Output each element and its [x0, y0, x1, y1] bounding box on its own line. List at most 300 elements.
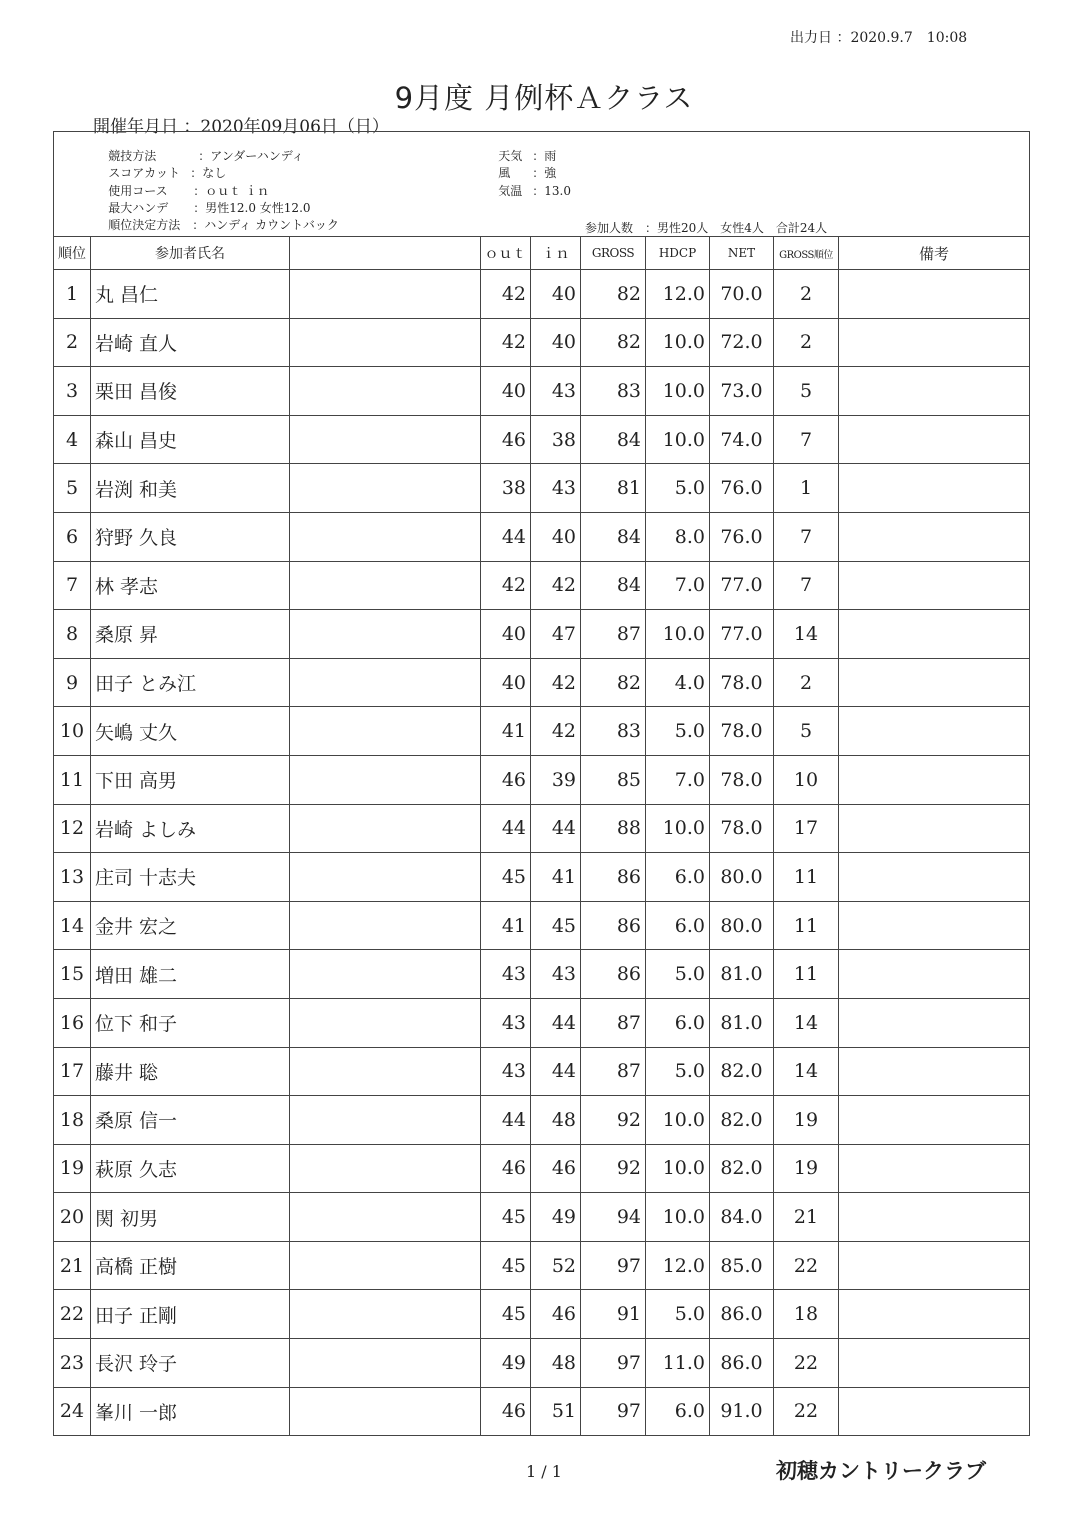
net-cell: 78.0 — [710, 755, 774, 804]
net-cell: 77.0 — [710, 610, 774, 659]
header-gross-rank: GROSS順位 — [774, 237, 839, 270]
header-name: 参加者氏名 — [91, 237, 290, 270]
remarks-cell — [839, 561, 1030, 610]
gross-cell: 84 — [581, 512, 646, 561]
gross-rank-cell: 11 — [774, 853, 839, 902]
header-blank — [290, 237, 481, 270]
name-cell: 庄司 十志夫 — [91, 853, 290, 902]
hdcp-cell: 10.0 — [646, 610, 710, 659]
in-score-cell: 46 — [531, 1290, 581, 1339]
gross-rank-cell: 22 — [774, 1387, 839, 1436]
hdcp-cell: 10.0 — [646, 1096, 710, 1145]
event-date: 開催年月日 ：2020年09月06日（日） — [93, 117, 389, 137]
max-handicap-label: 最大ハンデ — [108, 201, 169, 215]
name-cell: 高橋 正樹 — [91, 1241, 290, 1290]
table-row — [54, 1387, 1030, 1436]
table-header-row — [54, 237, 1030, 270]
gross-cell: 87 — [581, 1047, 646, 1096]
net-cell: 73.0 — [710, 367, 774, 416]
out-score-cell: 43 — [481, 1047, 531, 1096]
gross-rank-cell: 7 — [774, 512, 839, 561]
in-score-cell: 42 — [531, 707, 581, 756]
name-cell: 狩野 久良 — [91, 512, 290, 561]
score-cut-value: ：なし — [190, 166, 227, 180]
out-score-cell: 40 — [481, 658, 531, 707]
name-cell: 矢嶋 丈久 — [91, 707, 290, 756]
rank-cell: 19 — [54, 1144, 91, 1193]
blank-cell — [290, 512, 481, 561]
ranking-method-label: 順位決定方法 — [108, 218, 181, 232]
remarks-cell — [839, 464, 1030, 513]
blank-cell — [290, 1241, 481, 1290]
net-cell: 77.0 — [710, 561, 774, 610]
header-remarks: 備考 — [839, 237, 1030, 270]
gross-rank-cell: 2 — [774, 658, 839, 707]
hdcp-cell: 6.0 — [646, 998, 710, 1047]
in-score-cell: 41 — [531, 853, 581, 902]
hdcp-cell: 5.0 — [646, 1047, 710, 1096]
out-score-cell: 40 — [481, 610, 531, 659]
header-in: ｉｎ — [531, 237, 581, 270]
hdcp-cell: 6.0 — [646, 853, 710, 902]
gross-cell: 82 — [581, 270, 646, 319]
in-score-cell: 42 — [531, 561, 581, 610]
remarks-cell — [839, 610, 1030, 659]
gross-rank-cell: 19 — [774, 1096, 839, 1145]
gross-rank-cell: 7 — [774, 415, 839, 464]
name-cell: 栗田 昌俊 — [91, 367, 290, 416]
blank-cell — [290, 367, 481, 416]
net-cell: 86.0 — [710, 1290, 774, 1339]
net-cell: 82.0 — [710, 1047, 774, 1096]
in-score-cell: 43 — [531, 950, 581, 999]
out-score-cell: 46 — [481, 415, 531, 464]
gross-rank-cell: 14 — [774, 1047, 839, 1096]
blank-cell — [290, 901, 481, 950]
net-cell: 72.0 — [710, 318, 774, 367]
out-score-cell: 41 — [481, 901, 531, 950]
table-row — [54, 270, 1030, 319]
net-cell: 70.0 — [710, 270, 774, 319]
rank-cell: 14 — [54, 901, 91, 950]
table-row — [54, 610, 1030, 659]
name-cell: 岩崎 直人 — [91, 318, 290, 367]
remarks-cell — [839, 755, 1030, 804]
hdcp-cell: 5.0 — [646, 707, 710, 756]
gross-rank-cell: 7 — [774, 561, 839, 610]
rank-cell: 13 — [54, 853, 91, 902]
out-score-cell: 46 — [481, 755, 531, 804]
table-row — [54, 367, 1030, 416]
in-score-cell: 48 — [531, 1339, 581, 1388]
blank-cell — [290, 1290, 481, 1339]
remarks-cell — [839, 998, 1030, 1047]
rank-cell: 18 — [54, 1096, 91, 1145]
rank-cell: 6 — [54, 512, 91, 561]
table-row — [54, 1290, 1030, 1339]
blank-cell — [290, 1047, 481, 1096]
in-score-cell: 51 — [531, 1387, 581, 1436]
rank-cell: 1 — [54, 270, 91, 319]
participants-count: 参加人数 ：男性20人 女性4人 合計24人 — [585, 221, 828, 235]
out-score-cell: 43 — [481, 998, 531, 1047]
gross-cell: 81 — [581, 464, 646, 513]
course-used-label: 使用コース — [108, 184, 168, 198]
gross-rank-cell: 22 — [774, 1241, 839, 1290]
table-row — [54, 804, 1030, 853]
in-score-cell: 43 — [531, 367, 581, 416]
name-cell: 増田 雄二 — [91, 950, 290, 999]
hdcp-cell: 6.0 — [646, 901, 710, 950]
hdcp-cell: 12.0 — [646, 1241, 710, 1290]
gross-cell: 86 — [581, 853, 646, 902]
name-cell: 丸 昌仁 — [91, 270, 290, 319]
gross-cell: 85 — [581, 755, 646, 804]
name-cell: 桑原 信一 — [91, 1096, 290, 1145]
remarks-cell — [839, 707, 1030, 756]
name-cell: 田子 正剛 — [91, 1290, 290, 1339]
in-score-cell: 46 — [531, 1144, 581, 1193]
in-score-cell: 39 — [531, 755, 581, 804]
net-cell: 80.0 — [710, 853, 774, 902]
rank-cell: 23 — [54, 1339, 91, 1388]
net-cell: 82.0 — [710, 1144, 774, 1193]
out-score-cell: 42 — [481, 561, 531, 610]
gross-rank-cell: 17 — [774, 804, 839, 853]
net-cell: 81.0 — [710, 950, 774, 999]
rank-cell: 22 — [54, 1290, 91, 1339]
table-row — [54, 1096, 1030, 1145]
name-cell: 長沢 玲子 — [91, 1339, 290, 1388]
header-rank: 順位 — [54, 237, 91, 270]
hdcp-cell: 8.0 — [646, 512, 710, 561]
rank-cell: 16 — [54, 998, 91, 1047]
remarks-cell — [839, 658, 1030, 707]
gross-cell: 86 — [581, 901, 646, 950]
blank-cell — [290, 318, 481, 367]
rank-cell: 20 — [54, 1193, 91, 1242]
hdcp-cell: 6.0 — [646, 1387, 710, 1436]
hdcp-cell: 10.0 — [646, 318, 710, 367]
temperature — [483, 170, 571, 212]
out-score-cell: 45 — [481, 1241, 531, 1290]
remarks-cell — [839, 1387, 1030, 1436]
in-score-cell: 40 — [531, 270, 581, 319]
blank-cell — [290, 707, 481, 756]
gross-cell: 82 — [581, 658, 646, 707]
gross-rank-cell: 2 — [774, 318, 839, 367]
gross-cell: 87 — [581, 610, 646, 659]
gross-rank-cell: 5 — [774, 707, 839, 756]
blank-cell — [290, 853, 481, 902]
table-row — [54, 658, 1030, 707]
gross-cell: 92 — [581, 1144, 646, 1193]
name-cell: 峯川 一郎 — [91, 1387, 290, 1436]
gross-cell: 91 — [581, 1290, 646, 1339]
rank-cell: 21 — [54, 1241, 91, 1290]
hdcp-cell: 7.0 — [646, 755, 710, 804]
remarks-cell — [839, 1047, 1030, 1096]
gross-cell: 92 — [581, 1096, 646, 1145]
net-cell: 78.0 — [710, 804, 774, 853]
blank-cell — [290, 1387, 481, 1436]
net-cell: 76.0 — [710, 512, 774, 561]
out-score-cell: 44 — [481, 512, 531, 561]
net-cell: 76.0 — [710, 464, 774, 513]
blank-cell — [290, 1193, 481, 1242]
in-score-cell: 40 — [531, 318, 581, 367]
rank-cell: 5 — [54, 464, 91, 513]
remarks-cell — [839, 1339, 1030, 1388]
hdcp-cell: 5.0 — [646, 464, 710, 513]
out-score-cell: 46 — [481, 1387, 531, 1436]
blank-cell — [290, 755, 481, 804]
name-cell: 岩崎 よしみ — [91, 804, 290, 853]
in-score-cell: 48 — [531, 1096, 581, 1145]
in-score-cell: 42 — [531, 658, 581, 707]
gross-rank-cell: 10 — [774, 755, 839, 804]
hdcp-cell: 10.0 — [646, 1193, 710, 1242]
blank-cell — [290, 464, 481, 513]
table-row — [54, 1339, 1030, 1388]
gross-cell: 82 — [581, 318, 646, 367]
blank-cell — [290, 998, 481, 1047]
gross-rank-cell: 11 — [774, 901, 839, 950]
table-row — [54, 1047, 1030, 1096]
in-score-cell: 44 — [531, 998, 581, 1047]
max-handicap-value: ：男性12.0 女性12.0 — [193, 201, 311, 215]
in-score-cell: 44 — [531, 804, 581, 853]
rank-cell: 17 — [54, 1047, 91, 1096]
out-score-cell: 49 — [481, 1339, 531, 1388]
rank-cell: 3 — [54, 367, 91, 416]
remarks-cell — [839, 1290, 1030, 1339]
table-row — [54, 950, 1030, 999]
rank-cell: 15 — [54, 950, 91, 999]
page-number: 1 / 1 — [526, 1462, 562, 1481]
competition-method-label: 競技方法 — [108, 149, 157, 163]
hdcp-cell: 11.0 — [646, 1339, 710, 1388]
club-name: 初穂カントリークラブ — [776, 1459, 986, 1483]
rank-cell: 24 — [54, 1387, 91, 1436]
gross-cell: 94 — [581, 1193, 646, 1242]
gross-rank-cell: 14 — [774, 610, 839, 659]
blank-cell — [290, 658, 481, 707]
net-cell: 74.0 — [710, 415, 774, 464]
header-net: NET — [710, 237, 774, 270]
blank-cell — [290, 1096, 481, 1145]
out-score-cell: 40 — [481, 367, 531, 416]
gross-cell: 86 — [581, 950, 646, 999]
ranking-method-value: ：ハンディ カウントバック — [192, 218, 339, 232]
rank-cell: 10 — [54, 707, 91, 756]
header-gross: GROSS — [581, 237, 646, 270]
competition-info-box — [53, 131, 1030, 237]
name-cell: 田子 とみ江 — [91, 658, 290, 707]
temperature-label: 気温 — [498, 184, 523, 198]
blank-cell — [290, 270, 481, 319]
gross-cell: 83 — [581, 707, 646, 756]
gross-rank-cell: 21 — [774, 1193, 839, 1242]
blank-cell — [290, 1339, 481, 1388]
table-row — [54, 755, 1030, 804]
net-cell: 78.0 — [710, 658, 774, 707]
name-cell: 金井 宏之 — [91, 901, 290, 950]
name-cell: 関 初男 — [91, 1193, 290, 1242]
gross-cell: 83 — [581, 367, 646, 416]
out-score-cell: 42 — [481, 270, 531, 319]
remarks-cell — [839, 1144, 1030, 1193]
in-score-cell: 38 — [531, 415, 581, 464]
remarks-cell — [839, 901, 1030, 950]
blank-cell — [290, 950, 481, 999]
in-score-cell: 44 — [531, 1047, 581, 1096]
remarks-cell — [839, 318, 1030, 367]
out-score-cell: 45 — [481, 1193, 531, 1242]
net-cell: 81.0 — [710, 998, 774, 1047]
table-row — [54, 1193, 1030, 1242]
gross-cell: 84 — [581, 415, 646, 464]
table-row — [54, 1241, 1030, 1290]
table-row — [54, 415, 1030, 464]
header-out: ｏｕｔ — [481, 237, 531, 270]
in-score-cell: 52 — [531, 1241, 581, 1290]
temperature-value: ：13.0 — [532, 184, 571, 198]
remarks-cell — [839, 1096, 1030, 1145]
out-score-cell: 46 — [481, 1144, 531, 1193]
net-cell: 86.0 — [710, 1339, 774, 1388]
remarks-cell — [839, 415, 1030, 464]
remarks-cell — [839, 853, 1030, 902]
gross-rank-cell: 2 — [774, 270, 839, 319]
name-cell: 岩渕 和美 — [91, 464, 290, 513]
out-score-cell: 45 — [481, 1290, 531, 1339]
hdcp-cell: 5.0 — [646, 1290, 710, 1339]
out-score-cell: 38 — [481, 464, 531, 513]
hdcp-cell: 5.0 — [646, 950, 710, 999]
rank-cell: 7 — [54, 561, 91, 610]
net-cell: 85.0 — [710, 1241, 774, 1290]
rank-cell: 12 — [54, 804, 91, 853]
hdcp-cell: 7.0 — [646, 561, 710, 610]
in-score-cell: 43 — [531, 464, 581, 513]
name-cell: 下田 高男 — [91, 755, 290, 804]
out-score-cell: 45 — [481, 853, 531, 902]
hdcp-cell: 10.0 — [646, 1144, 710, 1193]
net-cell: 82.0 — [710, 1096, 774, 1145]
output-date: 出力日 ：2020.9.7 10:08 — [790, 30, 968, 46]
course-used-value: ：ｏｕｔ ｉｎ — [193, 184, 270, 198]
weather-value: ：雨 — [532, 149, 557, 163]
table-row — [54, 1144, 1030, 1193]
net-cell: 91.0 — [710, 1387, 774, 1436]
table-row — [54, 464, 1030, 513]
table-row — [54, 512, 1030, 561]
gross-cell: 97 — [581, 1241, 646, 1290]
table-row — [54, 853, 1030, 902]
hdcp-cell: 4.0 — [646, 658, 710, 707]
out-score-cell: 44 — [481, 1096, 531, 1145]
out-score-cell: 44 — [481, 804, 531, 853]
gross-rank-cell: 14 — [774, 998, 839, 1047]
gross-cell: 87 — [581, 998, 646, 1047]
remarks-cell — [839, 270, 1030, 319]
page-title: 9月度 月例杯Ａクラス — [394, 81, 694, 115]
competition-method-value: ：アンダーハンディ — [198, 149, 304, 163]
out-score-cell: 42 — [481, 318, 531, 367]
table-row — [54, 707, 1030, 756]
score-cut-label: スコアカット — [108, 166, 181, 180]
name-cell: 藤井 聡 — [91, 1047, 290, 1096]
name-cell: 桑原 昇 — [91, 610, 290, 659]
gross-rank-cell: 1 — [774, 464, 839, 513]
blank-cell — [290, 415, 481, 464]
blank-cell — [290, 561, 481, 610]
table-row — [54, 561, 1030, 610]
blank-cell — [290, 1144, 481, 1193]
in-score-cell: 47 — [531, 610, 581, 659]
in-score-cell: 40 — [531, 512, 581, 561]
results-table — [53, 236, 1030, 1436]
name-cell: 萩原 久志 — [91, 1144, 290, 1193]
gross-rank-cell: 5 — [774, 367, 839, 416]
blank-cell — [290, 804, 481, 853]
weather-label: 天気 — [498, 149, 523, 163]
name-cell: 森山 昌史 — [91, 415, 290, 464]
name-cell: 位下 和子 — [91, 998, 290, 1047]
in-score-cell: 49 — [531, 1193, 581, 1242]
gross-cell: 88 — [581, 804, 646, 853]
remarks-cell — [839, 367, 1030, 416]
remarks-cell — [839, 950, 1030, 999]
out-score-cell: 43 — [481, 950, 531, 999]
remarks-cell — [839, 804, 1030, 853]
remarks-cell — [839, 1241, 1030, 1290]
gross-rank-cell: 22 — [774, 1339, 839, 1388]
table-row — [54, 998, 1030, 1047]
name-cell: 林 孝志 — [91, 561, 290, 610]
hdcp-cell: 10.0 — [646, 804, 710, 853]
gross-cell: 97 — [581, 1339, 646, 1388]
out-score-cell: 41 — [481, 707, 531, 756]
remarks-cell — [839, 512, 1030, 561]
blank-cell — [290, 610, 481, 659]
in-score-cell: 45 — [531, 901, 581, 950]
hdcp-cell: 12.0 — [646, 270, 710, 319]
gross-cell: 84 — [581, 561, 646, 610]
remarks-cell — [839, 1193, 1030, 1242]
gross-cell: 97 — [581, 1387, 646, 1436]
rank-cell: 8 — [54, 610, 91, 659]
rank-cell: 9 — [54, 658, 91, 707]
table-row — [54, 901, 1030, 950]
net-cell: 84.0 — [710, 1193, 774, 1242]
wind-value: ：強 — [532, 166, 557, 180]
table-row — [54, 318, 1030, 367]
rank-cell: 2 — [54, 318, 91, 367]
hdcp-cell: 10.0 — [646, 367, 710, 416]
wind-label: 風 — [498, 166, 511, 180]
header-hdcp: HDCP — [646, 237, 710, 270]
rank-cell: 11 — [54, 755, 91, 804]
hdcp-cell: 10.0 — [646, 415, 710, 464]
net-cell: 78.0 — [710, 707, 774, 756]
gross-rank-cell: 19 — [774, 1144, 839, 1193]
gross-rank-cell: 11 — [774, 950, 839, 999]
rank-cell: 4 — [54, 415, 91, 464]
net-cell: 80.0 — [710, 901, 774, 950]
gross-rank-cell: 18 — [774, 1290, 839, 1339]
